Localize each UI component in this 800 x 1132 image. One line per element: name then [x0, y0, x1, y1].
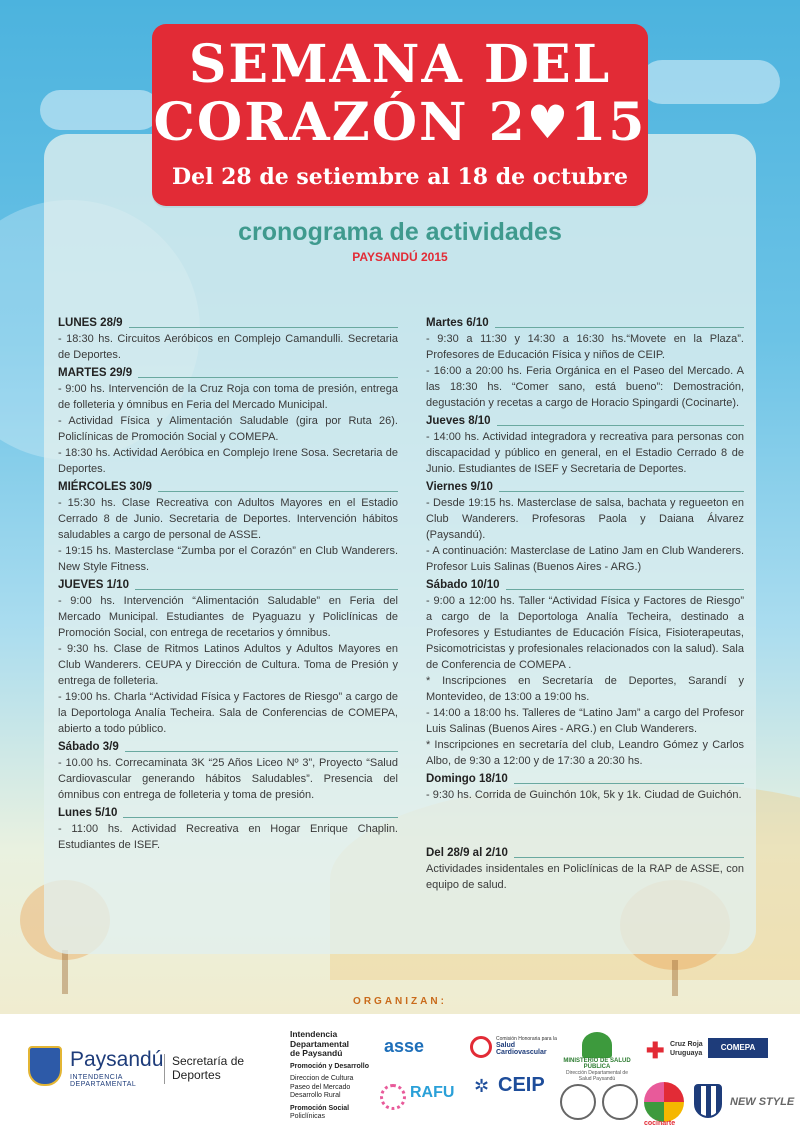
- new-style-logo: NEW STYLE: [730, 1096, 795, 1108]
- activity-item: * Inscripciones en Secretaría de Deportes, Sarandí y Montevideo, de 13:00 a 19:00 hs.: [426, 675, 744, 703]
- day-divider: [499, 491, 744, 492]
- spacer: [426, 803, 744, 843]
- ceip-icon: ✲: [474, 1076, 490, 1096]
- activity-item: * Inscripciones en secretaría del club, Leandro Gómez y Carlos Albo, de 9:30 a 12:00 y de 17:30 a 20:30 hs.: [426, 739, 744, 767]
- idp-line: Intendencia: [290, 1029, 338, 1039]
- paysandu-logo: [28, 1042, 170, 1098]
- day-label: Lunes 5/10: [58, 807, 118, 819]
- idp-line: Departamental: [290, 1038, 350, 1049]
- activity-item: - 18:30 hs. Circuitos Aeróbicos en Complejo Camandulli. Secretaria de Deportes.: [58, 333, 398, 361]
- day-label: Martes 6/10: [426, 317, 489, 329]
- day-label: MARTES 29/9: [58, 367, 133, 379]
- day-divider: [506, 589, 744, 590]
- idp-line: de Paysandú: [290, 1048, 343, 1058]
- title-line-2: [152, 92, 648, 153]
- asse-logo: [384, 1036, 424, 1057]
- paysandu-shield-icon: [28, 1046, 62, 1086]
- rafu-logo: [380, 1084, 454, 1102]
- red-cross-icon: ✚: [646, 1038, 665, 1063]
- msp-subtitle: Dirección Departamental de Salud Paysandú: [566, 1070, 628, 1082]
- day-heading: [426, 315, 744, 331]
- rafu-name: RAFU: [410, 1084, 455, 1101]
- day-heading: [58, 577, 398, 593]
- seal-icon: [602, 1084, 638, 1120]
- activity-item: - 10.00 hs. Correcaminata 3K “25 Años Liceo Nº 3”, Proyecto “Salud Cardiovascular generando hábitos Saludables”. Presencia del ómnibus con entrega de folleteria y toma de presión.: [58, 757, 398, 801]
- title-line-1: SEMANA DEL: [188, 34, 612, 95]
- day-divider: [123, 817, 398, 818]
- day-heading: [58, 479, 398, 495]
- cruz-line-2: Uruguaya: [670, 1050, 703, 1057]
- csc-line-1: Comisión Honoraria para la: [496, 1036, 557, 1042]
- wanderers-shield-icon: [694, 1084, 722, 1118]
- activity-item: - 18:30 hs. Actividad Aeróbica en Complejo Irene Sosa. Secretaria de Deportes.: [58, 447, 398, 475]
- day-heading: [58, 365, 398, 381]
- ceip-name: CEIP: [498, 1074, 545, 1096]
- day-heading: [426, 577, 744, 593]
- secretaria-deportes-logo: [172, 1054, 244, 1082]
- activity-item: - 9:00 hs. Intervención “Alimentación Saludable” en Feria del Mercado Municipal. Estudiantes de Pyaguazu y Policlínicas de Promoción Social, con entrega de recetarios y ómnibus.: [58, 595, 398, 639]
- activity-item: - 11:00 hs. Actividad Recreativa en Hogar Enrique Chaplin. Estudiantes de ISEF.: [58, 823, 398, 851]
- cruz-roja-logo: [646, 1038, 703, 1063]
- day-label: Sábado 10/10: [426, 579, 500, 591]
- day-label: Viernes 9/10: [426, 481, 493, 493]
- salud-cardiovascular-logo: [470, 1036, 566, 1056]
- comepa-logo: COMEPA: [708, 1038, 768, 1058]
- title-banner: [152, 24, 648, 206]
- activity-item: - 19:00 hs. Charla “Actividad Física y Factores de Riesgo” a cargo de la Deportologa Analía Techeira. Sala de Conferencias de COMEPA, abierto a todo público.: [58, 691, 398, 735]
- day-heading: [426, 771, 744, 787]
- day-label: MIÉRCOLES 30/9: [58, 481, 152, 493]
- day-divider: [495, 327, 744, 328]
- day-label: Domingo 18/10: [426, 773, 508, 785]
- organizers-heading: ORGANIZAN:: [353, 996, 447, 1007]
- cruz-line-1: Cruz Roja: [670, 1041, 703, 1048]
- day-divider: [138, 377, 398, 378]
- day-divider: [125, 751, 398, 752]
- activity-item: - 14:00 hs. Actividad integradora y recreativa para personas con discapacidad y público en general, en el Estadio Cerrado 8 de Junio. Estudiantes de ISEF y Secretaria de Deportes.: [426, 431, 744, 475]
- paysandu-subtitle: INTENDENCIA DEPARTAMENTAL: [70, 1074, 137, 1088]
- activity-item: - 16:00 a 20:00 hs. Feria Orgánica en el Paseo del Mercado. A las 18:30 hs. “Comer sano, está bueno”: Demostración, degustación y recetas a cargo de Horacio Spingardi (Cocinarte).: [426, 365, 744, 409]
- day-label: Del 28/9 al 2/10: [426, 847, 508, 859]
- paysandu-name: Paysandú: [70, 1048, 164, 1071]
- sponsors-footer: [0, 1014, 800, 1132]
- day-heading: [58, 805, 398, 821]
- activity-item: - 9:00 hs. Intervención de la Cruz Roja con toma de presión, entrega de folleteria y ómnibus en Feria del Mercado Municipal.: [58, 383, 398, 411]
- day-divider: [497, 425, 744, 426]
- schedule-left-column: [58, 313, 398, 853]
- activity-item: - 9:30 a 11:30 y 14:30 a 16:30 hs.“Movete en la Plaza”. Profesores de Educación Física y niños de CEIP.: [426, 333, 744, 361]
- schedule-right-column: [426, 313, 744, 893]
- rafu-icon: [380, 1084, 406, 1110]
- activity-item: - A continuación: Masterclase de Latino Jam en Club Wanderers. Profesor Luis Salinas (Buenos Aires - ARG.): [426, 545, 744, 573]
- ceip-logo: [474, 1074, 545, 1097]
- day-divider: [514, 783, 744, 784]
- cocinarte-name: cocinarte: [644, 1120, 676, 1127]
- idp-line: Paseo del Mercado: [290, 1083, 351, 1091]
- day-heading: [426, 413, 744, 429]
- background-tree-trunk: [62, 950, 68, 994]
- day-label: JUEVES 1/10: [58, 579, 129, 591]
- activity-item: - Actividad Física y Alimentación Saludable (gira por Ruta 26). Policlínicas de Promoción Social y COMEPA.: [58, 415, 398, 443]
- msp-name: MINISTERIO DE SALUD PÚBLICA: [563, 1058, 631, 1070]
- title-line-2-start: CORAZÓN 2: [153, 92, 527, 153]
- activity-item: - 14:00 a 18:00 hs. Talleres de “Latino Jam” a cargo del Profesor Luis Salinas (Buenos Aires - ARG.) en Club Wanderers.: [426, 707, 744, 735]
- heart-ring-icon: [470, 1036, 492, 1058]
- secretaria-line-2: Deportes: [172, 1068, 221, 1082]
- day-divider: [158, 491, 398, 492]
- idp-line: Promoción Social: [290, 1104, 350, 1112]
- secretaria-line-1: Secretaría de: [172, 1054, 245, 1068]
- activity-item: Actividades insidentales en Policlínicas de la RAP de ASSE, con equipo de salud.: [426, 863, 744, 891]
- event-dates: Del 28 de setiembre al 18 de octubre: [172, 164, 628, 190]
- day-heading: [426, 479, 744, 495]
- activity-item: - 19:15 hs. Masterclase “Zumba por el Corazón” en Club Wanderers. New Style Fitness.: [58, 545, 398, 573]
- day-heading: [58, 739, 398, 755]
- page-subtitle: cronograma de actividades: [238, 218, 562, 246]
- day-divider: [514, 857, 744, 858]
- title-line-2-end: 15: [570, 92, 647, 153]
- intendencia-departments: [290, 1030, 382, 1122]
- cocinarte-icon: [644, 1082, 684, 1122]
- msp-logo: [560, 1032, 634, 1082]
- idp-line: Desarrollo Rural: [290, 1092, 341, 1099]
- seal-icon: [560, 1084, 596, 1120]
- background-tree-trunk: [672, 960, 678, 996]
- day-divider: [135, 589, 398, 590]
- city-label: PAYSANDÚ 2015: [352, 250, 448, 264]
- asse-name: asse: [384, 1036, 425, 1056]
- activity-item: - 9:30 hs. Corrida de Guinchón 10k, 5k y 1k. Ciudad de Guichón.: [426, 789, 742, 801]
- heart-icon: ♥: [526, 95, 571, 149]
- background-cloud: [40, 90, 160, 130]
- activity-item: - 9:00 a 12:00 hs. Taller “Actividad Física y Factores de Riesgo” a cargo de la Deportologa Analía Techeira, destinado a Profesores y Estudiantes de Educación Física, Fisioterapeutas, Psicomotricistas y profesionales relacionados con la salud). Sala de Conferencia de COMEPA .: [426, 595, 744, 671]
- day-heading: [426, 845, 744, 861]
- idp-line: Direccion de Cultura: [290, 1075, 354, 1082]
- activity-item: - 15:30 hs. Clase Recreativa con Adultos Mayores en el Estadio Cerrado 8 de Junio. Secretaria de Deportes. Intervención hábitos saludables a cargo de personal de ASSE.: [58, 497, 398, 541]
- idp-line: Promoción y Desarrollo: [290, 1062, 369, 1070]
- background-cloud: [640, 60, 780, 104]
- csc-line-2: Salud Cardiovascular: [496, 1042, 547, 1056]
- activity-item: - 9:30 hs. Clase de Ritmos Latinos Adultos y Adultos Mayores en Club Wanderers. CEUPA y Dirección de Cultura. Toma de Presión y entrega de folleteria.: [58, 643, 398, 687]
- msp-tree-icon: [582, 1032, 612, 1058]
- footer-divider: [164, 1054, 165, 1084]
- day-divider: [129, 327, 398, 328]
- day-label: Jueves 8/10: [426, 415, 491, 427]
- day-label: Sábado 3/9: [58, 741, 119, 753]
- activity-item: - Desde 19:15 hs. Masterclase de salsa, bachata y regueeton en Club Wanderers. Profesoras Paola y Daiana Álvarez (Paysandú).: [426, 497, 744, 541]
- day-heading: [58, 315, 398, 331]
- day-label: LUNES 28/9: [58, 317, 123, 329]
- idp-line: Policlínicas: [290, 1113, 326, 1120]
